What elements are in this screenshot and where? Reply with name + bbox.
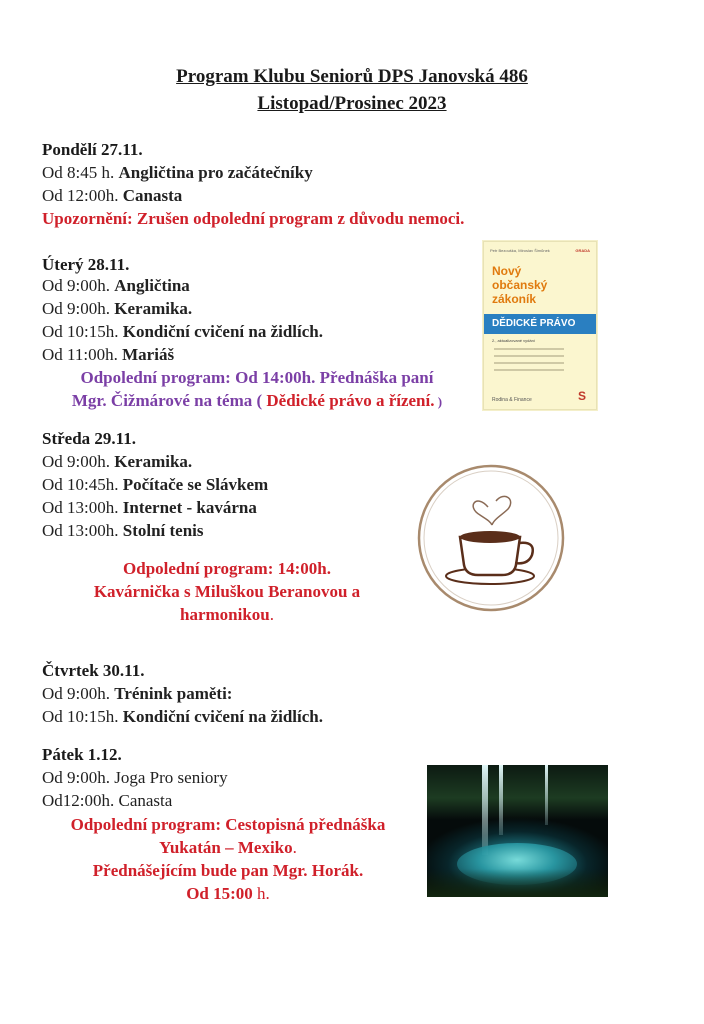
- page-subtitle: Listopad/Prosinec 2023: [257, 93, 447, 114]
- cancellation-notice: Upozornění: Zrušen odpolední program z důvodu nemoci.: [42, 209, 465, 228]
- day-heading-monday: Pondělí 27.11.: [42, 140, 143, 159]
- page-title: Program Klubu Seniorů DPS Janovská 486: [176, 66, 528, 87]
- schedule-item: Od 10:15h. Kondiční cvičení na židlích.: [42, 707, 323, 726]
- schedule-item: Od 13:00h. Stolní tenis: [42, 521, 204, 540]
- day-heading-thursday: Čtvrtek 30.11.: [42, 661, 145, 680]
- afternoon-program-friday-lecturer: Přednášejícím bude pan Mgr. Horák.: [92, 861, 364, 880]
- book-cover-image: [483, 241, 597, 410]
- book-footer: Rodina & Finance: [492, 397, 532, 403]
- afternoon-program-friday: Odpolední program: Cestopisná přednáška: [70, 815, 386, 834]
- afternoon-program-tuesday-topic: Mgr. Čižmárové na téma ( Dědické právo a řízení. ): [71, 391, 443, 410]
- day-heading-wednesday: Středa 29.11.: [42, 429, 136, 448]
- schedule-item: Od 12:00h. Canasta: [42, 186, 183, 205]
- coffee-cup-icon: [416, 463, 566, 613]
- schedule-item: Od 9:00h. Joga Pro seniory: [42, 768, 228, 787]
- book-band: DĚDICKÉ PRÁVO: [484, 314, 596, 334]
- cenote-photo: [427, 765, 608, 897]
- schedule-item: Od 9:00h. Trénink paměti:: [42, 684, 233, 703]
- afternoon-program-friday-destination: Yukatán – Mexiko.: [159, 838, 297, 857]
- afternoon-program-wednesday-desc: Kavárnička s Miluškou Beranovou a: [93, 582, 361, 601]
- afternoon-program-tuesday: Odpolední program: Od 14:00h. Přednáška paní: [80, 368, 434, 387]
- book-edition: 2., aktualizované vydání: [492, 338, 535, 343]
- schedule-item: Od12:00h. Canasta: [42, 791, 173, 810]
- day-heading-friday: Pátek 1.12.: [42, 745, 122, 764]
- schedule-item: Od 10:45h. Počítače se Slávkem: [42, 475, 269, 494]
- book-bullets: [494, 348, 564, 376]
- day-heading-tuesday: Úterý 28.11.: [42, 255, 130, 274]
- book-title: Nový občanský zákoník: [492, 264, 548, 306]
- schedule-item: Od 13:00h. Internet - kavárna: [42, 498, 257, 517]
- book-authors: Petr Bezouška, Miroslav Šimůnek: [490, 248, 550, 253]
- afternoon-program-wednesday-desc2: harmonikou.: [180, 605, 274, 624]
- afternoon-program-wednesday: Odpolední program: 14:00h.: [123, 559, 331, 578]
- schedule-item: Od 9:00h. Keramika.: [42, 299, 193, 318]
- book-publisher: GRADA: [575, 248, 590, 253]
- afternoon-program-friday-time: Od 15:00 h.: [186, 884, 270, 903]
- book-logo: S: [577, 389, 586, 403]
- schedule-item: Od 8:45 h. Angličtina pro začátečníky: [42, 163, 313, 182]
- schedule-item: Od 9:00h. Angličtina: [42, 276, 190, 295]
- schedule-item: Od 10:15h. Kondiční cvičení na židlích.: [42, 322, 323, 341]
- schedule-item: Od 9:00h. Keramika.: [42, 452, 193, 471]
- schedule-item: Od 11:00h. Mariáš: [42, 345, 175, 364]
